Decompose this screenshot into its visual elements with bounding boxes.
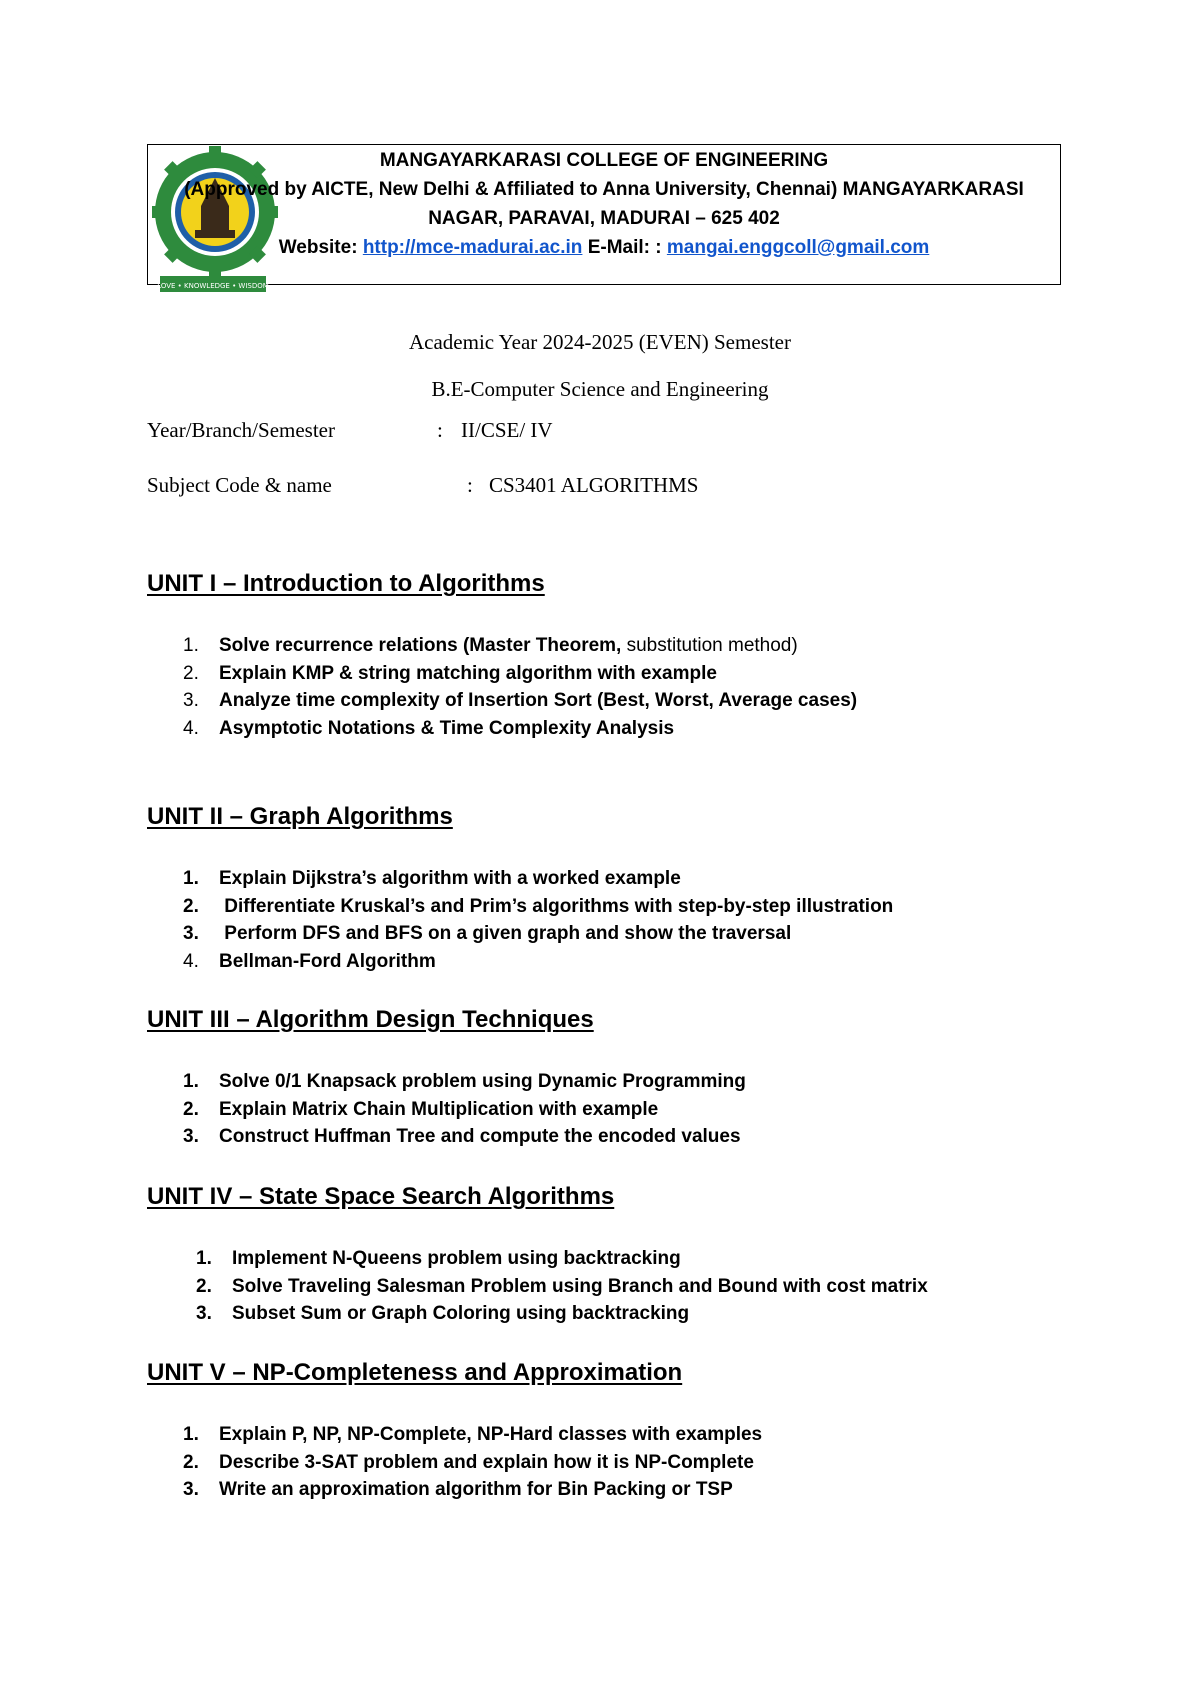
email-label: E-Mail: : xyxy=(587,237,662,258)
list-item: 1. Explain Dijkstra’s algorithm with a worked example xyxy=(183,868,681,889)
website-link[interactable]: http://mce-madurai.ac.in xyxy=(362,237,583,258)
unit-1-title: UNIT I – Introduction to Algorithms xyxy=(147,570,545,597)
list-item: 3. Construct Huffman Tree and compute the encoded values xyxy=(183,1126,741,1147)
list-item: 2. Describe 3-SAT problem and explain how it is NP-Complete xyxy=(183,1451,754,1473)
unit-2-title: UNIT II – Graph Algorithms xyxy=(147,803,453,830)
year-branch-semester-row xyxy=(147,418,553,443)
ybs-separator: : xyxy=(437,418,443,442)
subject-label: Subject Code & name xyxy=(147,473,332,497)
unit-4-title: UNIT IV – State Space Search Algorithms xyxy=(147,1183,615,1210)
list-item: 2. Solve Traveling Salesman Problem using Branch and Bound with cost matrix xyxy=(196,1275,928,1297)
unit-5-title: UNIT V – NP-Completeness and Approximation xyxy=(147,1359,683,1386)
list-item: 4. Asymptotic Notations & Time Complexity Analysis xyxy=(183,717,675,739)
ybs-label: Year/Branch/Semester xyxy=(147,418,335,442)
list-item: 3. Write an approximation algorithm for Bin Packing or TSP xyxy=(183,1479,733,1500)
list-item: 1. Explain P, NP, NP-Complete, NP-Hard classes with examples xyxy=(183,1424,763,1445)
list-item: 2. Explain Matrix Chain Multiplication with example xyxy=(183,1098,659,1120)
subject-row xyxy=(147,473,698,498)
unit-1-questions xyxy=(183,632,857,742)
website-label: Website: xyxy=(278,237,358,258)
subject-separator: : xyxy=(467,473,473,497)
unit-2-questions xyxy=(183,865,893,975)
academic-year: Academic Year 2024-2025 (EVEN) Semester xyxy=(409,330,791,354)
list-item: 3. Analyze time complexity of Insertion Sort (Best, Worst, Average cases) xyxy=(183,690,858,711)
list-item: 1. Solve recurrence relations (Master Theorem, substitution method) xyxy=(183,635,798,656)
list-item: 4. Bellman-Ford Algorithm xyxy=(183,950,436,972)
subject-value: CS3401 ALGORITHMS xyxy=(489,473,699,497)
list-item: 3. Perform DFS and BFS on a given graph and show the traversal xyxy=(183,923,792,944)
logo-motto: LOVE • KNOWLEDGE • WISDOM xyxy=(157,282,269,290)
list-item: 2. Differentiate Kruskal’s and Prim’s algorithms with step-by-step illustration xyxy=(183,895,894,917)
ybs-value: II/CSE/ IV xyxy=(461,418,553,442)
college-header xyxy=(147,146,1061,262)
unit-4-questions xyxy=(196,1245,928,1328)
email-link[interactable]: mangai.enggcoll@gmail.com xyxy=(666,237,930,258)
unit-5-questions xyxy=(183,1421,762,1504)
list-item: 3. Subset Sum or Graph Coloring using backtracking xyxy=(196,1303,690,1324)
contact-line xyxy=(147,233,1061,262)
college-name: MANGAYARKARASI COLLEGE OF ENGINEERING xyxy=(379,150,829,171)
approval-line: (Approved by AICTE, New Delhi & Affiliated to Anna University, Chennai) MANGAYARKARASI xyxy=(184,179,1024,200)
unit-3-questions xyxy=(183,1068,746,1151)
address-line: NAGAR, PARAVAI, MADURAI – 625 402 xyxy=(428,208,780,229)
unit-3-title: UNIT III – Algorithm Design Techniques xyxy=(147,1006,594,1033)
list-item: 1. Implement N-Queens problem using backtracking xyxy=(196,1248,681,1269)
program-name: B.E-Computer Science and Engineering xyxy=(431,377,769,401)
list-item: 2. Explain KMP & string matching algorithm with example xyxy=(183,662,717,684)
list-item: 1. Solve 0/1 Knapsack problem using Dynamic Programming xyxy=(183,1071,746,1092)
